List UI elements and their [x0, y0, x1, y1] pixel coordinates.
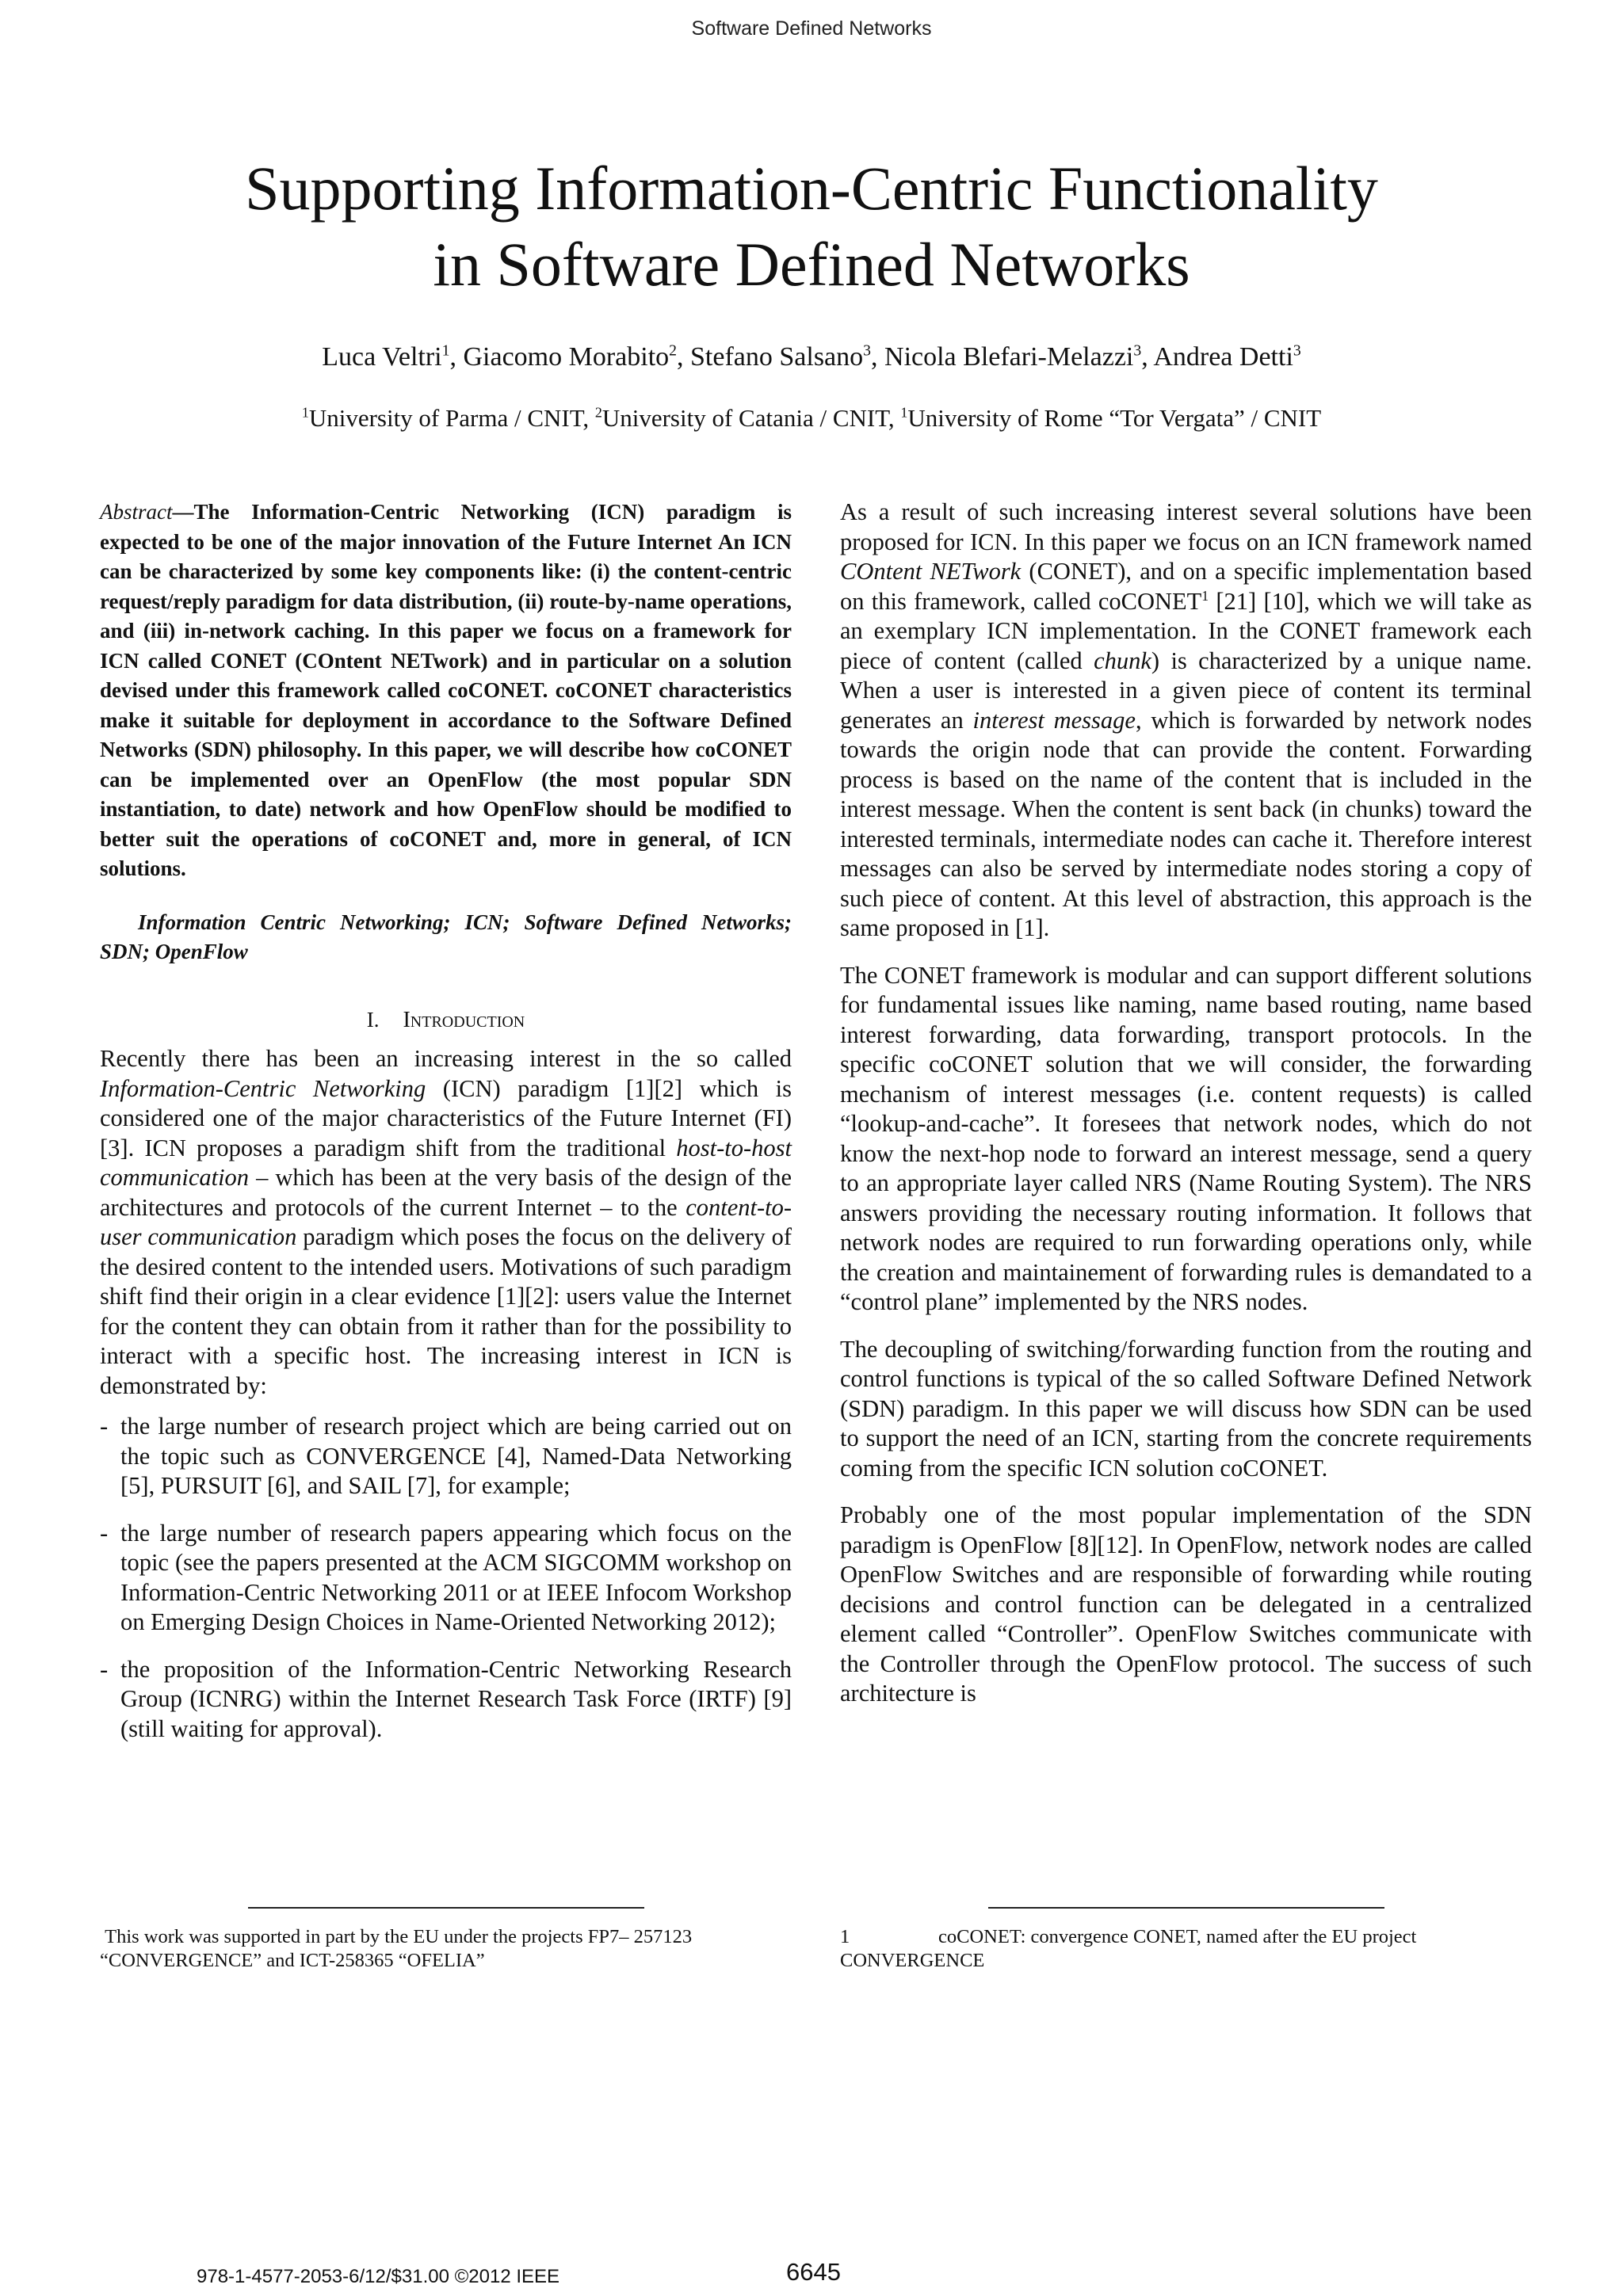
affiliation: University of Rome “Tor Vergata” / CNIT [907, 404, 1322, 432]
emphasis: Information-Centric Networking [100, 1074, 426, 1102]
footnote-rule [988, 1907, 1384, 1909]
abstract-label: Abstract [100, 500, 173, 524]
text-run: (CONET), and on a specific implementation based on this framework, called coCONET [840, 558, 1532, 615]
funding-footnote [100, 1925, 773, 1973]
emphasis: COntent NETwork [840, 558, 1022, 585]
affiliation: University of Catania / CNIT [601, 404, 888, 432]
list-item: - the large number of research project which are being carried out on the topic such as CONVERGENCE [4], Named-Data Networking [5], PURSUIT [6], and SAIL [7], for example; [100, 1412, 792, 1501]
section-number: I. [366, 1007, 380, 1032]
left-column [100, 498, 792, 1761]
paper-title [0, 151, 1623, 303]
list-item: - the large number of research papers appearing which focus on the topic (see the papers presented at the ACM SIGCOMM workshop on Information-Centric Networking 2011 or at IEEE Infocom Workshop on Emerging Design Choices in Name-Oriented Networking 2012); [100, 1519, 792, 1638]
title-line-1: Supporting Information-Centric Functionality [245, 154, 1378, 223]
affil-mark: 1 [900, 404, 908, 421]
emphasis: interest message [972, 706, 1136, 734]
title-line-2: in Software Defined Networks [433, 230, 1190, 299]
author-affil-mark: 3 [1133, 341, 1142, 360]
author-list: Luca Veltri$^1$, Giacomo Morabito$^2$, Stefano Salsano$^3$, Nicola Blefari-Melazzi$^3$, Andrea Detti$^3$ [322, 341, 1301, 372]
author-name: Stefano Salsano [690, 342, 864, 372]
body-paragraph: Probably one of the most popular implementation of the SDN paradigm is OpenFlow [8][12]. In OpenFlow, network nodes are called OpenFlow Switches and are responsible of forwarding while routing decisions and control function can be delegated in a centralized element called “Controller”. OpenFlow Switches communicate with the Controller through the OpenFlow protocol. The success of such architecture is [840, 1501, 1532, 1707]
index-terms: Information Centric Networking; ICN; Software Defined Networks; SDN; OpenFlow [100, 910, 792, 963]
body-paragraph: The CONET framework is modular and can support different solutions for fundamental issues like naming, name based routing, name based interest forwarding, data forwarding, transport protocols. In the specific coCONET solution that we will consider, the forwarding mechanism of interest messages (i.e. content requests) is called “lookup-and-cache”. It foresees that network nodes, which do not know the next-hop node to forward an interest message, send a query to an appropriate layer called NRS (Name Routing System). The NRS answers providing the necessary routing information. It follows that network nodes are required to run forwarding operations only, while the creation and maintainement of forwarding rules is demandated to a “control plane” implemented by the NRS nodes. [840, 961, 1532, 1315]
text-run: – which has been at the very basis of the design of the architectures and protocols of the current Internet – to the [100, 1164, 792, 1221]
affiliation-list: $^1$University of Parma / CNIT, $^2$University of Catania / CNIT, $^1$University of Rome “Tor Vergata” / CNIT [301, 404, 1322, 432]
abstract-text: —The Information-Centric Networking (ICN) paradigm is expected to be one of the major innovation of the Future Internet An ICN can be characterized by some key components like: (i) the content-centric request/reply paradigm for data distribution, (ii) route-by-name operations, and (iii) in-network caching. In this paper we focus on a framework for ICN called CONET (COntent NETwork) and in particular on a solution devised under this framework called coCONET. coCONET characteristics make it suitable for deployment in accordance to the Software Defined Networks (SDN) philosophy. In this paper, we will describe how coCONET can be implemented over an OpenFlow (the most popular SDN instantiation, to date) network and how OpenFlow should be modified to better suit the operations of coCONET and, more in general, of ICN solutions. [100, 500, 792, 880]
text-run: As a result of such increasing interest several solutions have been proposed for ICN. In this paper we focus on an ICN framework named [840, 498, 1532, 555]
affil-mark: 2 [594, 404, 602, 421]
text-run: , which is forwarded by network nodes towards the origin node that can provide the content. Forwarding process is based on the name of the content that is included in the interest message. When the content is sent back (in chunks) toward the interested terminals, intermediate nodes can cache it. Therefore interest messages can also be served by intermediate nodes storing a copy of such piece of content. At this level of abstraction, this approach is the same proposed in [1]. [840, 706, 1532, 941]
right-column [840, 498, 1532, 1709]
author-affil-mark: 2 [669, 341, 678, 360]
body-paragraph: The decoupling of switching/forwarding function from the routing and control functions is typical of the so called Software Defined Network (SDN) paradigm. In this paper we will discuss how SDN can be used to support the need of an ICN, starting from the concrete requirements coming from the specific ICN solution coCONET. [840, 1335, 1532, 1482]
running-header: Software Defined Networks [691, 17, 932, 40]
emphasis: content-to-user communication [100, 1193, 792, 1250]
affiliation: University of Parma / CNIT [308, 404, 583, 432]
section-title: Introduction [403, 1007, 525, 1032]
author-name: Nicola Blefari-Melazzi [884, 342, 1134, 372]
isbn-copyright: 978-1-4577-2053-6/12/$31.00 ©2012 IEEE [197, 2266, 560, 2287]
author-affil-mark: 3 [863, 341, 872, 360]
abstract [100, 498, 792, 884]
intro-paragraph [100, 1044, 792, 1401]
interest-evidence-list [100, 1412, 792, 1744]
footnote-rule [248, 1907, 644, 1909]
footnote-text: coCONET: convergence CONET, named after the EU project CONVERGENCE [840, 1926, 1417, 1971]
author-affil-mark: 3 [1293, 341, 1301, 360]
text-run: (ICN) paradigm [1][2] which is considered one of the major characteristics of the Future Internet (FI) [3]. ICN proposes a paradigm shift from the traditional [100, 1074, 792, 1161]
emphasis: chunk [1094, 646, 1151, 674]
section-heading-introduction [100, 1005, 792, 1035]
text-run: ) is characterized by a unique name. When a user is interested in a given piece of content its terminal generates an [840, 646, 1532, 734]
list-item: - the proposition of the Information-Centric Networking Research Group (ICNRG) within the Internet Research Task Force (IRTF) [9] (still waiting for approval). [100, 1655, 792, 1745]
affil-mark: 1 [301, 404, 309, 421]
author-name: Andrea Detti [1153, 342, 1293, 372]
footnote-text: This work was supported in part by the EU under the projects FP7– 257123 “CONVERGENCE” and ICT-258365 “OFELIA” [100, 1926, 693, 1971]
body-paragraph [840, 498, 1532, 944]
footnote-mark: 1 [1201, 587, 1209, 604]
author-affil-mark: 1 [441, 341, 450, 360]
text-run: [21] [10], which we will take as an exemplary ICN implementation. In the CONET framework each piece of content (called [840, 587, 1532, 674]
text-run: paradigm which poses the focus on the delivery of the desired content to the intended users. Motivations of such paradigm shift find their origin in a clear evidence [1][2]: users value the Internet for the content they can obtain from it rather than for the possibility to interact with a specific host. The increasing interest in ICN is demonstrated by: [100, 1223, 792, 1399]
author-name: Luca Veltri [322, 342, 442, 372]
footnote-number: 1 [840, 1926, 850, 1947]
coconet-footnote [840, 1925, 1514, 1973]
page-number: 6645 [786, 2258, 841, 2286]
author-name: Giacomo Morabito [463, 342, 670, 372]
text-run: Recently there has been an increasing interest in the so called [100, 1045, 792, 1072]
emphasis: host-to-host communication [100, 1134, 792, 1191]
